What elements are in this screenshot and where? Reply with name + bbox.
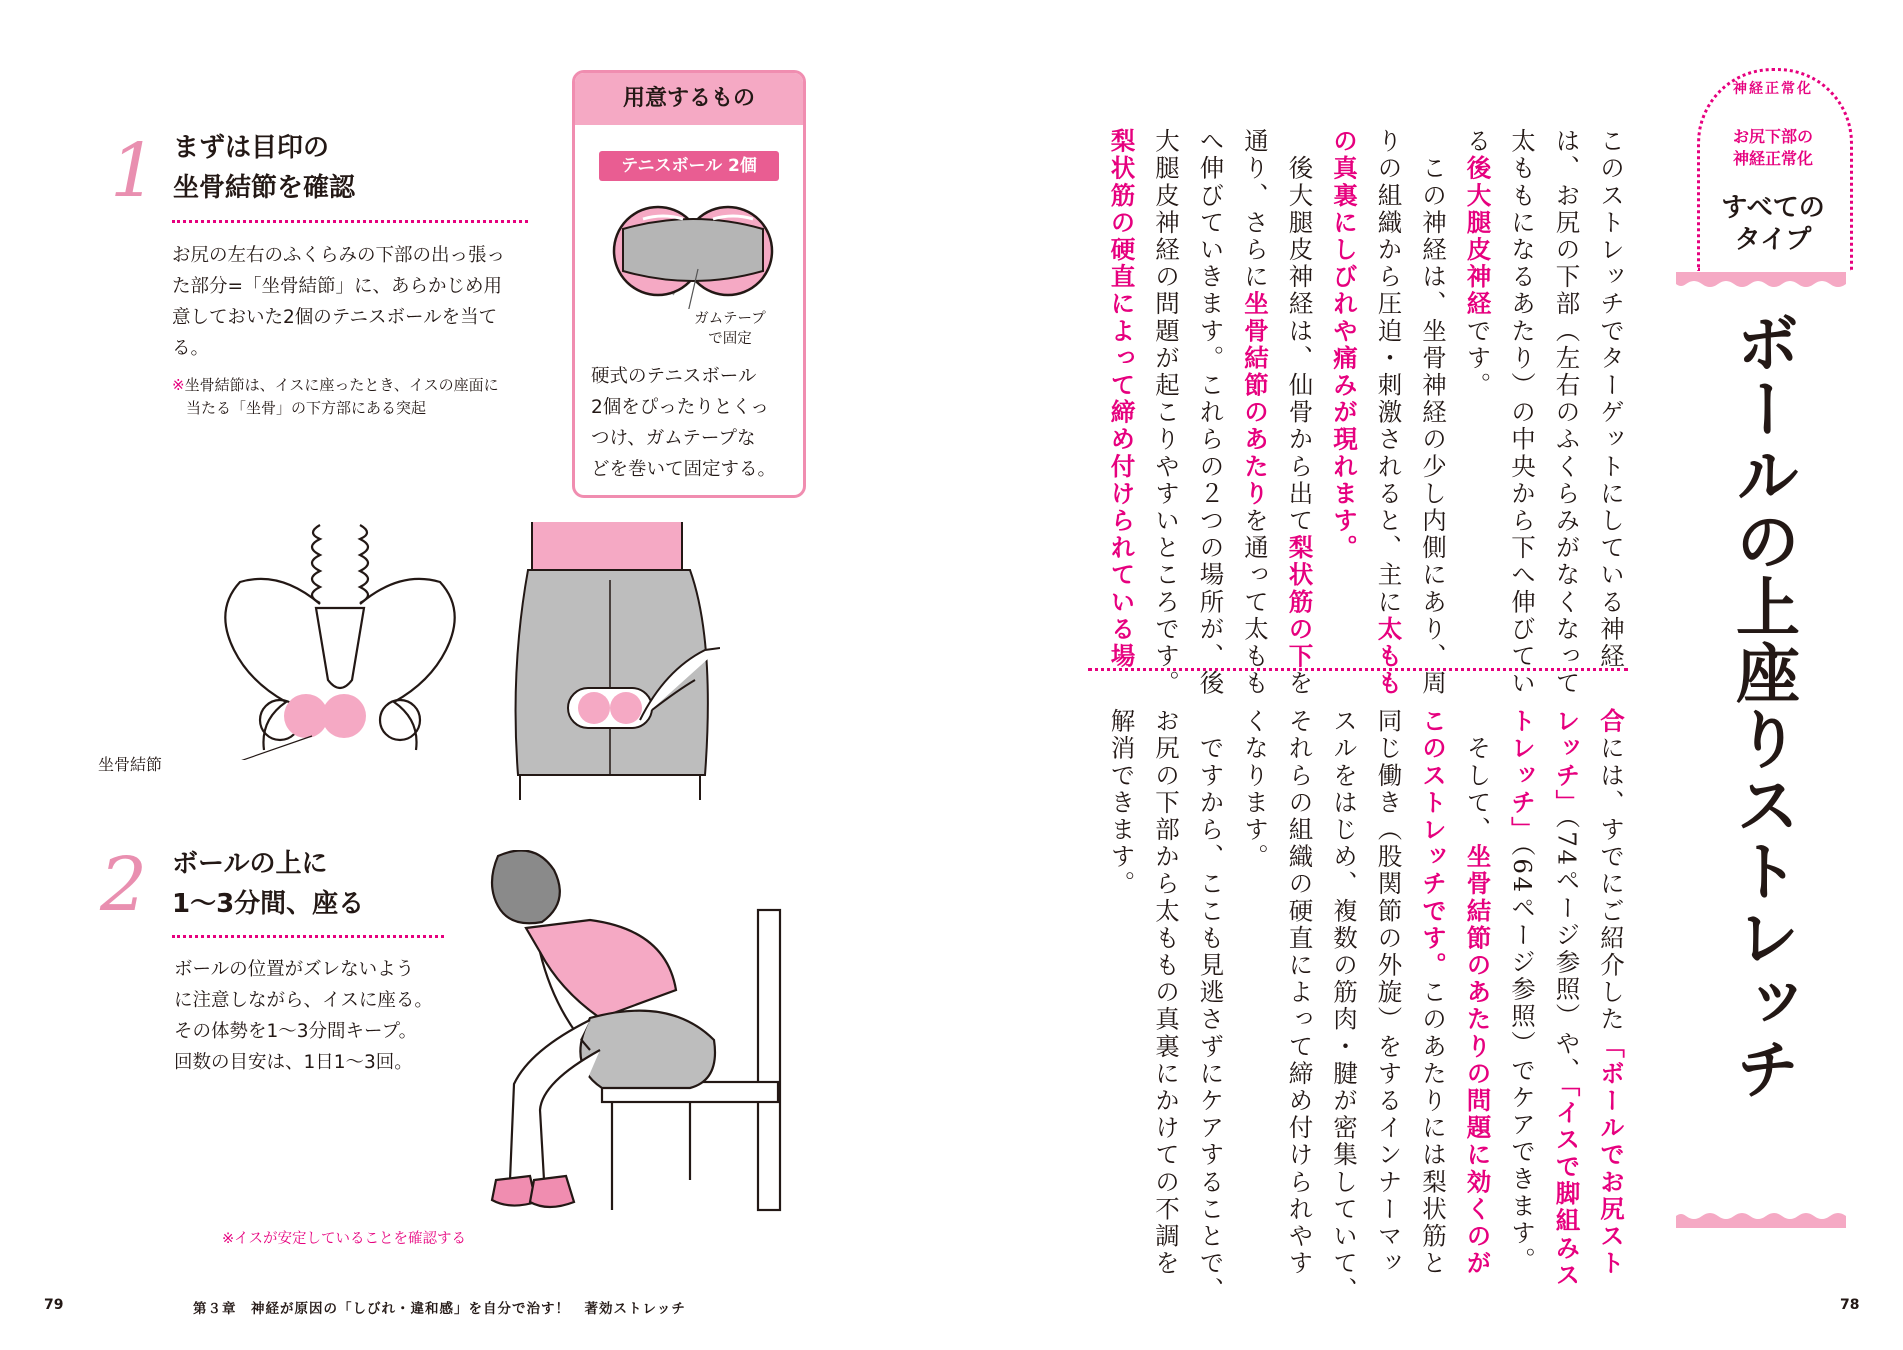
text-column: [1323, 128, 1365, 562]
tape-label: [685, 309, 775, 349]
step2-body-line: に注意しながら、イスに座る。: [174, 990, 433, 1011]
body-text: お尻の下部から太ももの真裏にかけての不調を: [1152, 708, 1181, 1278]
supplies-item-label: テニスボール 2個: [599, 151, 779, 181]
step2-title-line2: 1～3分間、座る: [172, 889, 365, 919]
step1-note-line: 当たる「坐骨」の下方部にある突起: [186, 399, 427, 417]
text-column: [1323, 708, 1365, 1304]
text-column: [1457, 128, 1499, 399]
body-text: くなります。: [1241, 708, 1270, 871]
body-text: それらの組織の硬直によって締め付けられやす: [1285, 708, 1315, 1278]
text-column: [1546, 128, 1588, 697]
tape-label-line2: で固定: [708, 331, 752, 347]
text-column: [1590, 128, 1632, 670]
text-column: [1279, 128, 1321, 697]
text-column: [1190, 128, 1232, 697]
text-column: [1412, 128, 1454, 697]
text-column: [1101, 708, 1143, 898]
step2-title-line1: ボールの上に: [172, 849, 328, 879]
badge-type: [1690, 192, 1856, 256]
highlighted-text: 太もも: [1374, 615, 1404, 698]
body-text: 太ももになるあたり）の中央から下へ伸びてい: [1508, 128, 1537, 698]
text-column: [1368, 128, 1410, 697]
highlighted-text: の真裏にしびれや痛みが現れます。: [1330, 128, 1359, 562]
supplies-line: つけ、ガムテープな: [591, 428, 756, 449]
supplies-description: [591, 361, 791, 485]
highlighted-text: 梨状筋の下: [1285, 534, 1315, 670]
running-footer: 第３章 神経が原因の「しびれ・違和感」を自分で治す！ 著効ストレッチ: [193, 1301, 686, 1317]
highlighted-text: 坐骨結節のあたりの問題に効くのが: [1463, 843, 1493, 1278]
right-page-number: 78: [1840, 1297, 1860, 1313]
body-text: このストレッチでターゲットにしている神経: [1597, 128, 1626, 670]
pelvis-illustration: [220, 520, 460, 760]
right-sitting-bone-highlight: [322, 694, 366, 738]
highlighted-text: 後大腿皮神経: [1463, 155, 1493, 318]
body-text: ですから、ここも見逃さずにケアすることで、: [1196, 708, 1226, 1305]
step2-body-line: ボールの位置がズレないよう: [174, 959, 415, 980]
step1-body-line: 意しておいた2個のテニスボールを当て: [172, 307, 498, 328]
woman-sitting-illustration: [470, 850, 790, 1230]
bottom-wave-divider: [1676, 1210, 1846, 1228]
note-mark: ※: [172, 376, 185, 394]
body-divider: [1088, 668, 1628, 671]
highlighted-text: 「イスで脚組みス: [1552, 1084, 1582, 1289]
body-text: には、すでにご紹介した: [1597, 735, 1626, 1034]
body-text: へ伸びていきます。これらの２つの場所が、後: [1196, 128, 1226, 698]
step1-note-line: 坐骨結節は、イスに座ったとき、イスの座面に: [184, 376, 499, 394]
supplies-line: どを巻いて固定する。: [591, 459, 777, 480]
highlighted-text: 「ボールでお尻スト: [1597, 1033, 1626, 1278]
step1-body-line: お尻の左右のふくらみの下部の出っ張っ: [172, 245, 506, 266]
highlighted-text: このストレッチです。: [1419, 708, 1448, 979]
text-column: [1234, 128, 1276, 697]
body-text: 通り、さらに: [1241, 128, 1270, 291]
supplies-heading: 用意するもの: [575, 73, 803, 125]
text-column: [1279, 708, 1321, 1277]
body-text: 解消できます。: [1107, 708, 1137, 898]
text-column: [1368, 708, 1410, 1277]
step2-body-line: その体勢を1～3分間キープ。: [174, 1021, 418, 1042]
body-text: る: [1463, 128, 1493, 156]
top-wave-divider: [1676, 272, 1846, 290]
highlighted-text: 合: [1597, 708, 1626, 736]
text-column: [1457, 708, 1499, 1277]
text-column: [1101, 128, 1143, 670]
text-column: [1412, 708, 1454, 1277]
step2-body: [174, 954, 464, 1078]
supplies-line: 硬式のテニスボール: [591, 366, 757, 387]
left-page-number: 79: [44, 1297, 64, 1313]
step1-note: [172, 374, 542, 420]
body-text: を: [1285, 670, 1315, 698]
body-text: このあたりには梨状筋と: [1419, 979, 1448, 1278]
text-column: [1190, 708, 1232, 1304]
step2-divider: [172, 935, 444, 938]
supplies-box: [572, 70, 806, 498]
step1-body-line: る。: [172, 338, 210, 359]
step1-title-line2: 坐骨結節を確認: [173, 173, 356, 203]
supplies-line: 2個をぴったりとくっ: [591, 397, 769, 418]
body-text: 大腿皮神経の問題が起こりやすいところです。: [1152, 128, 1181, 698]
tape-label-line1: ガムテープ: [694, 311, 766, 327]
article-title: ボールの上座りストレッチ: [1725, 310, 1799, 1102]
highlighted-text: レッチ」: [1552, 708, 1582, 817]
body-text: 同じ働き（股関節の外旋）をするインナーマッ: [1374, 708, 1404, 1278]
step1-divider: [172, 220, 528, 223]
badge-subtitle: [1690, 126, 1856, 170]
body-text: この神経は、坐骨神経の少し内側にあり、周: [1419, 128, 1448, 698]
step2-title: [172, 844, 364, 924]
badge-top-label: 神経正常化: [1733, 81, 1813, 97]
badge-subtitle-line1: お尻下部の: [1732, 127, 1813, 146]
body-text: を通って太もも: [1241, 507, 1270, 698]
body-text: スルをはじめ、複数の筋肉・腱が密集していて、: [1330, 708, 1359, 1305]
step2-body-line: 回数の目安は、1日1～3回。: [174, 1052, 413, 1073]
text-column: [1501, 708, 1543, 1274]
step1-title-line1: まずは目印の: [173, 133, 330, 163]
text-column: [1590, 708, 1632, 1277]
taped-balls-illustration: [603, 199, 783, 309]
body-text: （74ページ参照）や、: [1552, 816, 1582, 1085]
back-view-illustration: [510, 520, 720, 810]
left-sitting-bone-highlight: [284, 694, 328, 738]
body-text: （64ページ参照）でケアできます。: [1508, 843, 1537, 1275]
text-column: [1145, 708, 1187, 1277]
step1-title: [173, 128, 355, 208]
text-column: [1501, 128, 1543, 697]
badge-type-line2: タイプ: [1734, 225, 1812, 255]
step1-body-line: た部分=「坐骨結節」に、あらかじめ用: [172, 276, 503, 297]
text-column: [1145, 128, 1187, 697]
body-text: です。: [1463, 317, 1493, 400]
highlighted-text: 坐骨結節のあたり: [1241, 290, 1270, 508]
body-text: 後大腿皮神経は、仙骨から出て: [1285, 128, 1315, 535]
step2-number: 2: [100, 842, 148, 928]
text-column: [1546, 708, 1588, 1289]
body-text: そして、: [1463, 708, 1493, 844]
highlighted-text: トレッチ」: [1508, 708, 1537, 844]
badge-subtitle-line2: 神経正常化: [1732, 149, 1813, 168]
text-column: [1234, 708, 1276, 871]
body-text: は、お尻の下部（左右のふくらみがなくなって: [1552, 128, 1582, 698]
step1-number: 1: [110, 128, 158, 214]
step1-body: [172, 240, 542, 364]
highlighted-text: 梨状筋の硬直によって締め付けられている場: [1107, 128, 1137, 670]
chair-note: ※イスが安定していることを確認する: [222, 1231, 467, 1247]
pelvis-label: 坐骨結節: [98, 755, 163, 774]
badge-type-line1: すべての: [1721, 193, 1825, 223]
body-text: りの組織から圧迫・刺激されると、主に: [1374, 128, 1404, 616]
